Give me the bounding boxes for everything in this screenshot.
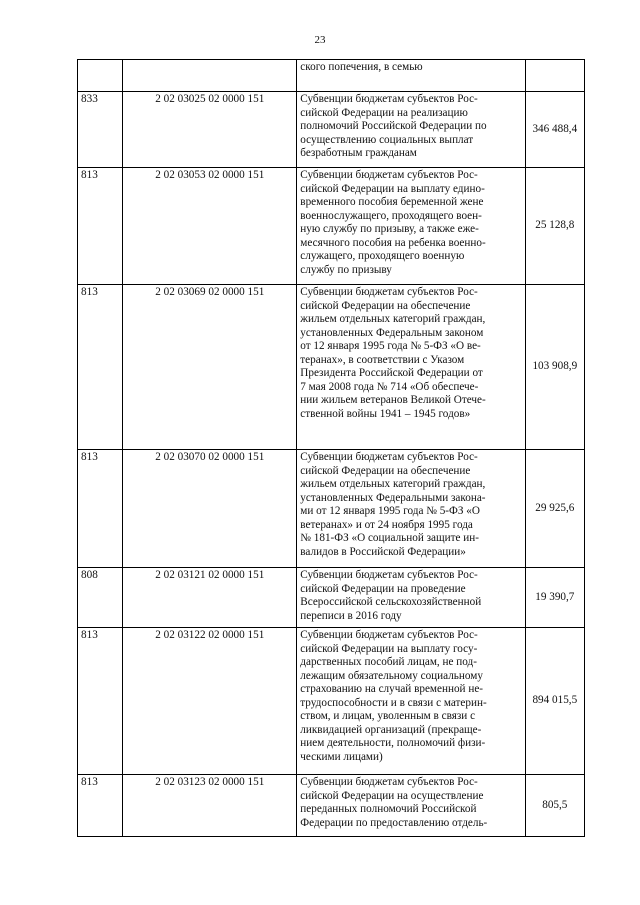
revenue-name-line: Президента Российской Федерации от	[300, 367, 483, 379]
revenue-name-line: жильем отдельных категорий граждан,	[300, 313, 486, 325]
revenue-name-line: страхованию на случай временной не-	[300, 683, 484, 695]
revenue-name-line: ную службу по призыву, а также еже-	[300, 223, 479, 235]
revenue-name-line: сийской Федерации на выплату госу-	[300, 642, 478, 655]
revenue-name-line: ственной войны 1941 – 1945 годов»	[300, 407, 471, 420]
revenue-name-line: службу по призыву	[300, 263, 392, 276]
table-row	[78, 92, 585, 168]
table-row	[78, 628, 585, 775]
amount-cell: 103 908,9	[525, 285, 584, 450]
table-row	[78, 60, 585, 92]
admin-code-cell: 813	[78, 168, 123, 285]
budget-code-cell: 2 02 03069 02 0000 151	[123, 285, 297, 450]
revenue-name-line: ческими лицами)	[300, 750, 383, 763]
revenue-name-line: ликвидацией организаций (прекраще-	[300, 723, 482, 736]
revenue-name-line: сийской Федерации на реализацию	[300, 106, 468, 119]
revenue-table	[77, 59, 585, 837]
budget-code-cell: 2 02 03025 02 0000 151	[123, 92, 297, 168]
table-row	[78, 285, 585, 450]
page-number: 23	[314, 34, 326, 46]
table-row	[78, 450, 585, 568]
revenue-name-cell	[297, 568, 525, 628]
revenue-name-line: дарственных пособий лицам, не под-	[300, 656, 477, 668]
revenue-name-line: от 12 января 1995 года № 5-ФЗ «О ве-	[300, 340, 481, 352]
revenue-name-line: переписи в 2016 году	[300, 609, 402, 622]
budget-code-cell: 2 02 03053 02 0000 151	[123, 168, 297, 285]
revenue-name-line: трудоспособности и в связи с материн-	[300, 696, 487, 709]
revenue-name-cell	[297, 168, 525, 285]
budget-code-cell	[123, 60, 297, 92]
revenue-name-line: теранах», в соответствии с Указом	[300, 353, 465, 366]
amount-cell: 346 488,4	[525, 92, 584, 168]
revenue-name-line: Всероссийской сельскохозяйственной	[300, 596, 482, 608]
revenue-name-line: 7 мая 2008 года № 714 «Об обеспече-	[300, 380, 479, 393]
revenue-name-line: валидов в Российской Федерации»	[300, 545, 466, 558]
admin-code-cell: 833	[78, 92, 123, 168]
revenue-name-line: установленных Федеральным законом	[300, 326, 484, 339]
table-row	[78, 568, 585, 628]
revenue-name-line: установленных Федеральными закона-	[300, 491, 486, 504]
revenue-name-line: ством, и лицам, уволенным в связи с	[300, 710, 476, 722]
revenue-name-line: лежащим обязательному социальному	[300, 669, 483, 682]
amount-cell: 29 925,6	[525, 450, 584, 568]
budget-code-cell: 2 02 03121 02 0000 151	[123, 568, 297, 628]
revenue-name-line: нии жильем ветеранов Великой Отече-	[300, 394, 486, 406]
amount-cell: 805,5	[525, 775, 584, 837]
revenue-name-line: временного пособия беременной жене	[300, 196, 484, 208]
revenue-name-line: месячного пособия на ребенка военно-	[300, 236, 486, 249]
revenue-name-cell	[297, 628, 525, 775]
admin-code-cell: 813	[78, 450, 123, 568]
revenue-name-line: Субвенции бюджетам субъектов Рос-	[300, 451, 478, 463]
revenue-name-line: ского попечения, в семью	[300, 61, 423, 73]
revenue-name-line: ми от 12 января 1995 года № 5-ФЗ «О	[300, 505, 480, 517]
revenue-name-line: Субвенции бюджетам субъектов Рос-	[300, 286, 478, 298]
revenue-name-cell	[297, 450, 525, 568]
revenue-name-line: № 181-ФЗ «О социальной защите ин-	[300, 532, 479, 544]
revenue-name-line: Субвенции бюджетам субъектов Рос-	[300, 776, 478, 788]
revenue-name-cell	[297, 285, 525, 450]
revenue-name-line: Субвенции бюджетам субъектов Рос-	[300, 569, 478, 581]
revenue-name-line: сийской Федерации на обеспечение	[300, 299, 471, 312]
revenue-name-line: полномочий Российской Федерации по	[300, 120, 487, 132]
budget-code-cell: 2 02 03122 02 0000 151	[123, 628, 297, 775]
amount-cell: 25 128,8	[525, 168, 584, 285]
revenue-name-line: Субвенции бюджетам субъектов Рос-	[300, 629, 478, 641]
revenue-name-line: военнослужащего, проходящего воен-	[300, 209, 482, 222]
admin-code-cell: 813	[78, 285, 123, 450]
table-row	[78, 168, 585, 285]
amount-cell: 894 015,5	[525, 628, 584, 775]
admin-code-cell: 813	[78, 628, 123, 775]
revenue-name-line: Федерации по предоставлению отдель-	[300, 816, 488, 829]
revenue-name-cell	[297, 775, 525, 837]
revenue-name-line: сийской Федерации на обеспечение	[300, 464, 471, 477]
revenue-name-cell	[297, 60, 525, 92]
admin-code-cell: 813	[78, 775, 123, 837]
revenue-name-line: жильем отдельных категорий граждан,	[300, 478, 486, 490]
revenue-name-line: сийской Федерации на осуществление	[300, 789, 484, 802]
revenue-name-line: осуществлению социальных выплат	[300, 133, 474, 146]
revenue-name-line: сийской Федерации на выплату едино-	[300, 182, 485, 195]
revenue-name-line: безработным гражданам	[300, 147, 417, 159]
revenue-name-line: ветеранах» и от 24 ноября 1995 года	[300, 518, 473, 531]
table-row	[78, 775, 585, 837]
amount-cell	[525, 60, 584, 92]
admin-code-cell: 808	[78, 568, 123, 628]
revenue-name-line: переданных полномочий Российской	[300, 803, 477, 815]
amount-cell: 19 390,7	[525, 568, 584, 628]
admin-code-cell	[78, 60, 123, 92]
budget-code-cell: 2 02 03123 02 0000 151	[123, 775, 297, 837]
revenue-name-cell	[297, 92, 525, 168]
revenue-name-line: Субвенции бюджетам субъектов Рос-	[300, 93, 478, 105]
revenue-name-line: служащего, проходящего военную	[300, 250, 465, 262]
table-body	[78, 60, 585, 837]
revenue-name-line: нием деятельности, полномочий физи-	[300, 737, 486, 749]
revenue-name-line: сийской Федерации на проведение	[300, 582, 466, 595]
budget-code-cell: 2 02 03070 02 0000 151	[123, 450, 297, 568]
revenue-name-line: Субвенции бюджетам субъектов Рос-	[300, 169, 478, 181]
